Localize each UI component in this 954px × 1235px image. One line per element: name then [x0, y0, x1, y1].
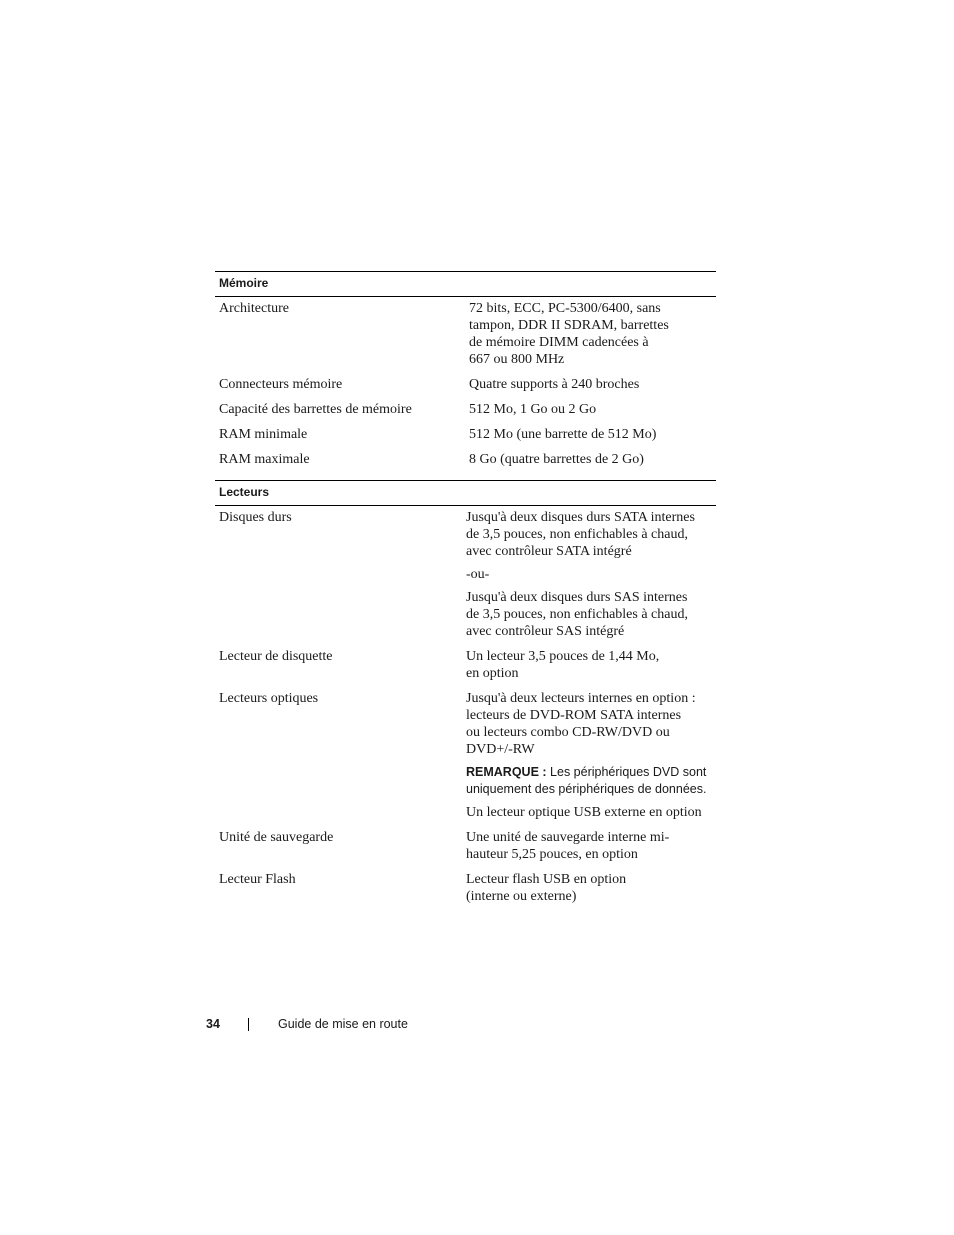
table-row [215, 300, 716, 368]
ou-separator: -ou- [466, 567, 490, 582]
row-value: Une unité de sauvegarde interne mi- hauteur 5,25 pouces, en option [466, 830, 670, 862]
row-label: Lecteurs optiques [219, 691, 319, 706]
table-row [215, 690, 716, 821]
row-value: Un lecteur 3,5 pouces de 1,44 Mo, en option [466, 649, 660, 681]
note-label: REMARQUE : [466, 765, 547, 779]
table-row [215, 509, 716, 640]
note: REMARQUE : Les périphériques DVD sont uniquement des périphériques de données. [466, 765, 707, 796]
table-row [215, 871, 716, 905]
row-label: Lecteur de disquette [219, 649, 333, 664]
table-row [215, 426, 716, 443]
row-label: Unité de sauvegarde [219, 830, 334, 845]
table-row [215, 648, 716, 682]
row-value: 72 bits, ECC, PC-5300/6400, sans tampon, DDR II SDRAM, barrettes de mémoire DIMM cadencées à 667 ou 800 MHz [469, 301, 669, 367]
footer-divider [248, 1018, 249, 1031]
memoire-table [215, 271, 716, 468]
table-row [215, 401, 716, 418]
memoire-heading: Mémoire [215, 271, 716, 297]
lecteurs-heading: Lecteurs [215, 480, 716, 506]
lecteurs-table [215, 480, 716, 905]
row-label: Capacité des barrettes de mémoire [219, 402, 412, 417]
table-row [215, 451, 716, 468]
page-number: 34 [206, 1017, 220, 1031]
row-value: 8 Go (quatre barrettes de 2 Go) [469, 452, 644, 467]
row-label: Disques durs [219, 510, 292, 525]
footer-title: Guide de mise en route [278, 1017, 408, 1031]
row-label: Architecture [219, 301, 289, 316]
row-label: RAM minimale [219, 427, 308, 442]
table-row [215, 376, 716, 393]
row-value: Quatre supports à 240 broches [469, 377, 640, 392]
row-label: Connecteurs mémoire [219, 377, 343, 392]
table-row [215, 829, 716, 863]
row-value: 512 Mo (une barrette de 512 Mo) [469, 427, 657, 442]
row-value: Jusqu'à deux disques durs SATA internes de 3,5 pouces, non enfichables à chaud, avec contrôleur SATA intégré -ou- Jusqu'à deux disques durs SAS internes de 3,5 pouces, non enfichables à chaud, avec contrôleur SAS intégré [466, 509, 716, 640]
row-value: Lecteur flash USB en option (interne ou externe) [466, 872, 627, 904]
row-label: Lecteur Flash [219, 872, 296, 887]
row-value: 512 Mo, 1 Go ou 2 Go [469, 402, 597, 417]
row-label: RAM maximale [219, 452, 310, 467]
row-value: Jusqu'à deux lecteurs internes en option : lecteurs de DVD-ROM SATA internes ou lecteurs combo CD-RW/DVD ou DVD+/-RW REMARQUE : Les périphériques DVD sont uniquement des périphériques de données. Un lecteur optique USB externe en option [466, 690, 716, 821]
